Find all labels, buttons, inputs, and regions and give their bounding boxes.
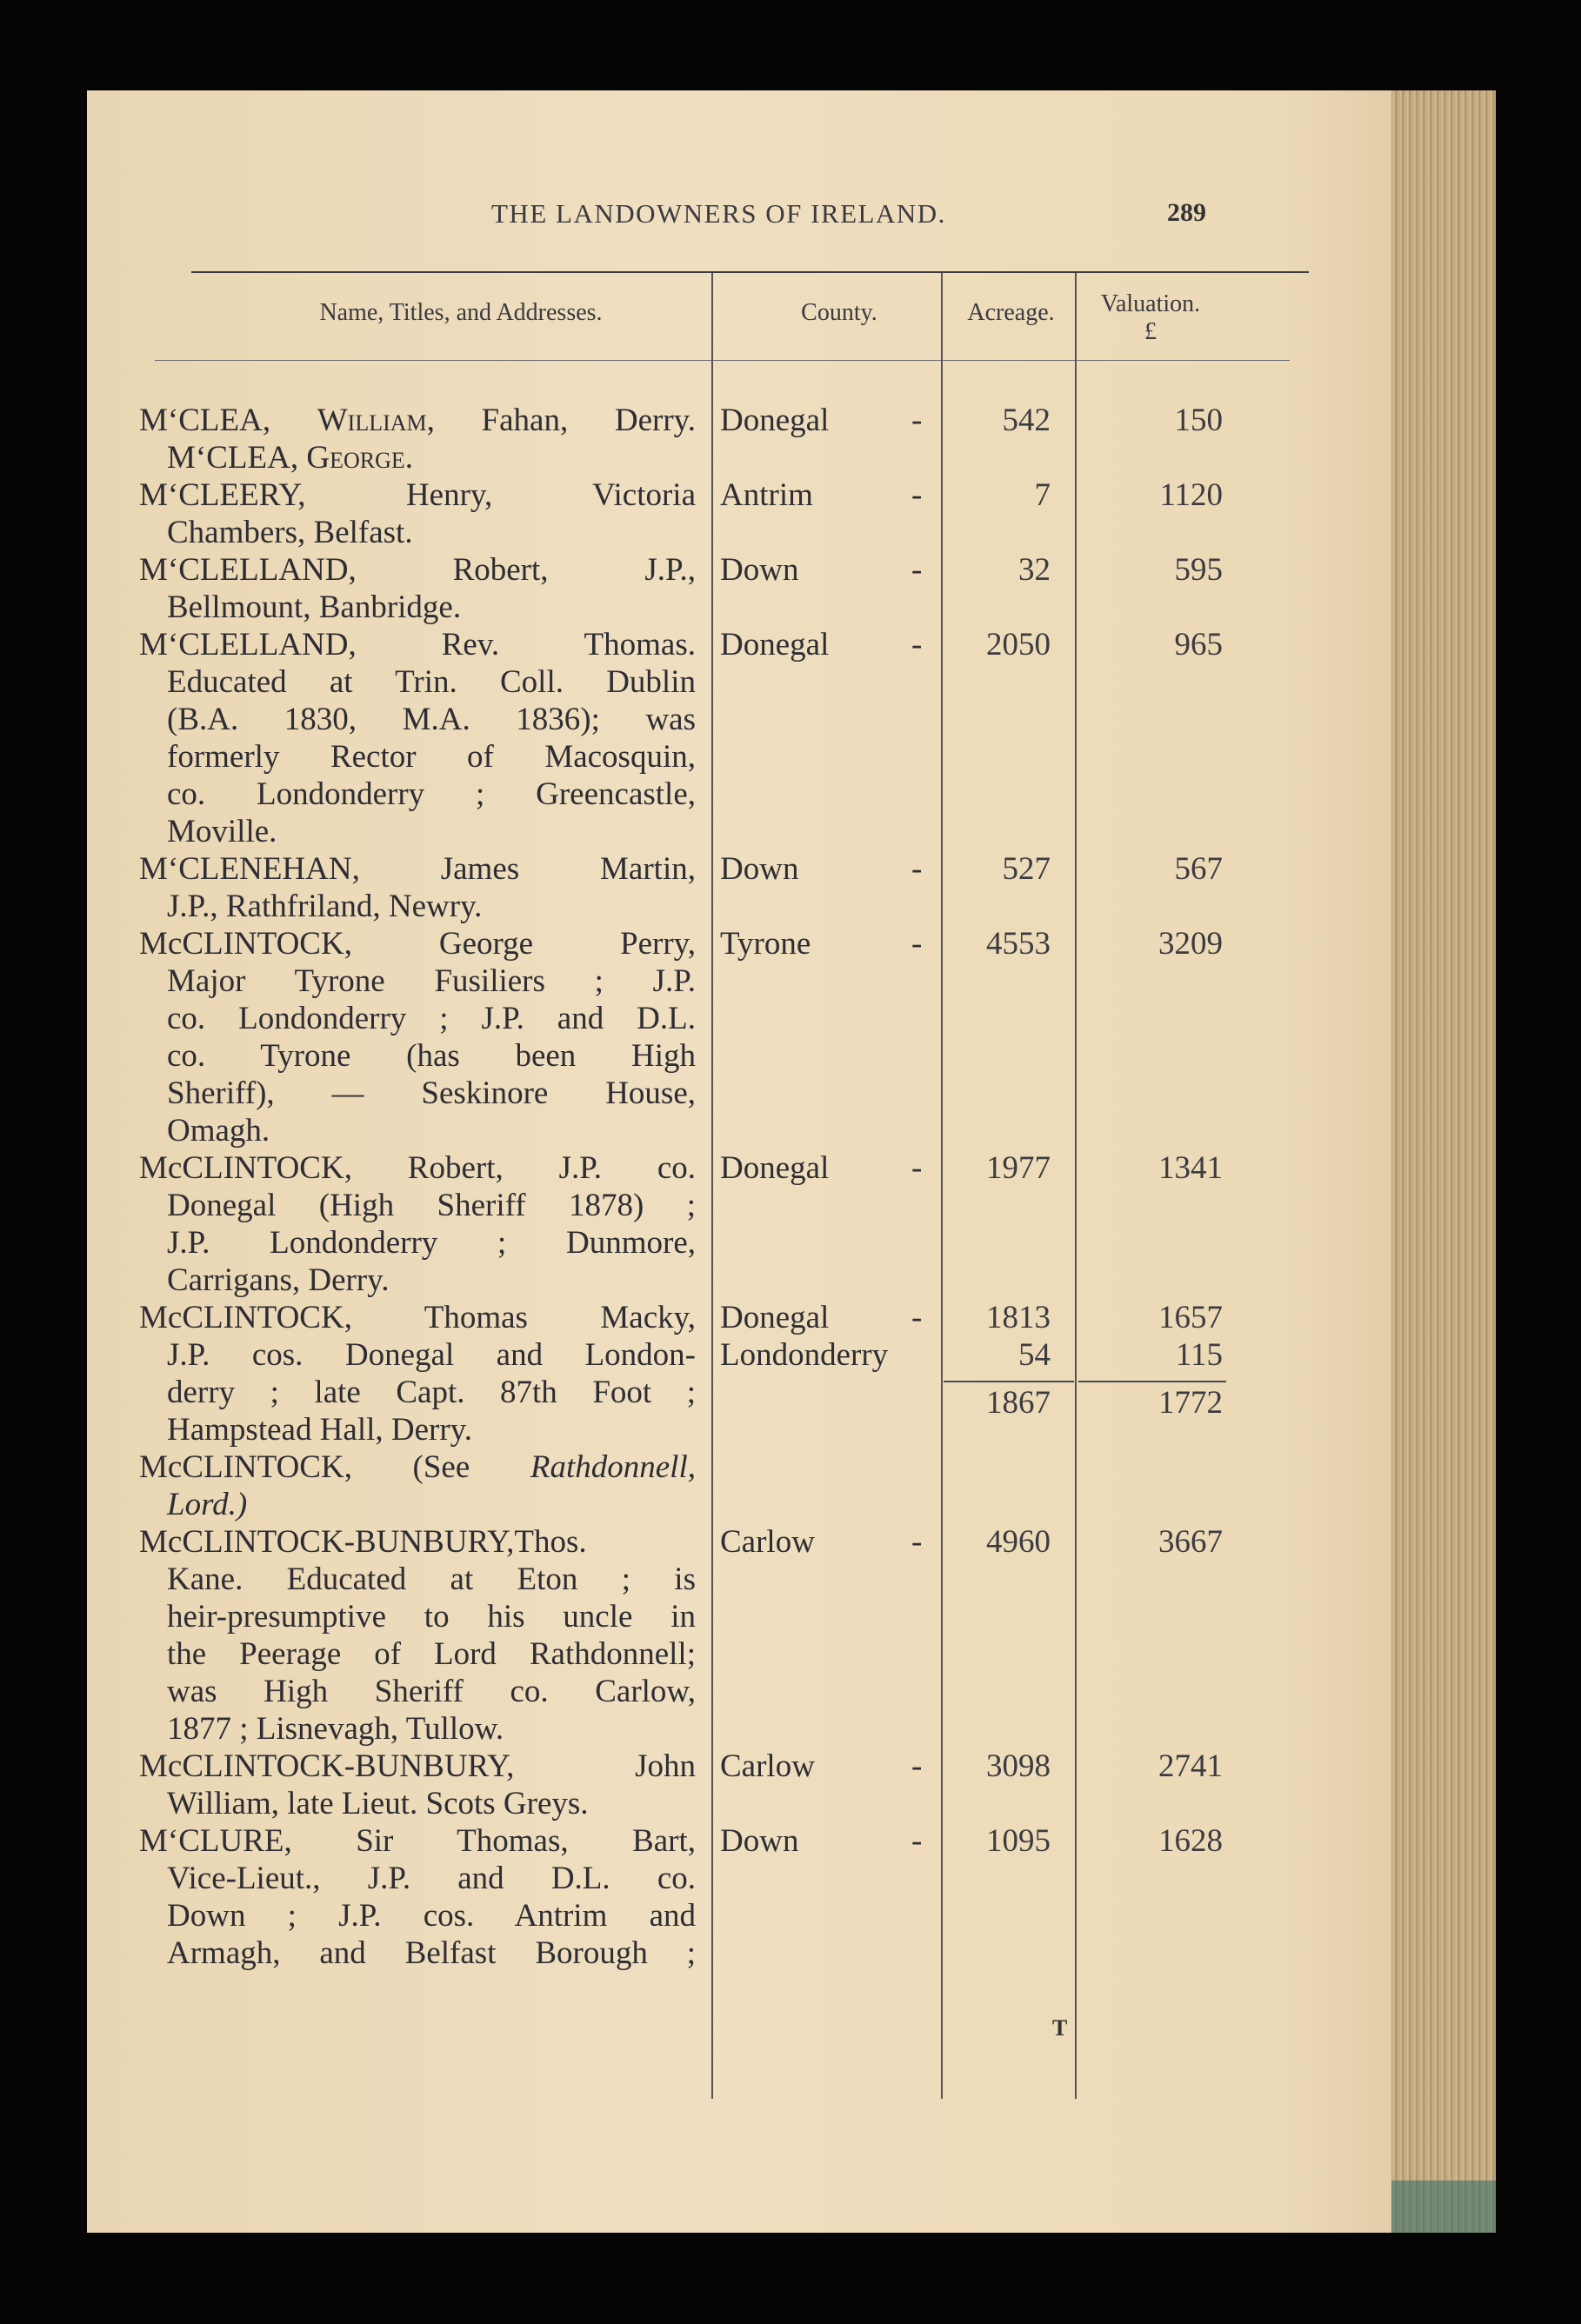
county-cell-second: Londonderry: [720, 1337, 889, 1373]
dash: -: [911, 403, 923, 438]
acreage-sum-rule: [944, 1381, 1074, 1382]
column-header-valuation-unit: £: [1144, 318, 1157, 345]
entry-line: co. Londonderry ; Greencastle,: [167, 776, 696, 812]
valuation-cell: 965: [1174, 627, 1223, 663]
page-edges: [1391, 90, 1496, 2233]
entry-mcclintock-see: [139, 1448, 696, 1523]
column-header-county: County.: [801, 299, 877, 326]
dash: -: [911, 926, 923, 962]
entry-line: Armagh, and Belfast Borough ;: [167, 1935, 696, 1971]
county-cell: Donegal: [720, 627, 830, 663]
county-cell: Donegal: [720, 1300, 830, 1335]
county-cell: Carlow: [720, 1748, 815, 1784]
entry-line: Educated at Trin. Coll. Dublin: [167, 664, 696, 700]
signature-mark: T: [1052, 2015, 1068, 2041]
acreage-cell: 1977: [986, 1150, 1051, 1186]
entry-mcleery: [139, 476, 696, 551]
entry-mclea: [139, 402, 696, 476]
entry-line: Lord.): [167, 1487, 248, 1522]
entry-line: co. Tyrone (has been High: [167, 1038, 696, 1074]
acreage-cell: 527: [1002, 851, 1051, 887]
entry-line: McCLINTOCK-BUNBURY,Thos.: [139, 1524, 587, 1560]
entry-line: M‘CLELLAND, Rev. Thomas.: [139, 627, 696, 663]
name-text: M‘CLEA,: [167, 440, 307, 476]
entry-line: Kane. Educated at Eton ; is: [167, 1562, 696, 1597]
dash: -: [911, 477, 923, 513]
acreage-cell: 1095: [986, 1823, 1051, 1859]
entry-line: M‘CLENEHAN, James Martin,: [139, 851, 696, 887]
acreage-cell: 4553: [986, 926, 1051, 962]
entry-line: heir-presumptive to his uncle in: [167, 1599, 696, 1635]
valuation-cell: 1657: [1158, 1300, 1223, 1335]
valuation-cell: 595: [1174, 552, 1223, 588]
dash: -: [911, 627, 923, 663]
column-header-name: Name, Titles, and Addresses.: [319, 299, 603, 326]
entry-mcclintock-bunbury-thos: [139, 1523, 696, 1748]
entry-line: Down ; J.P. cos. Antrim and: [167, 1898, 696, 1934]
xref-title: Rathdonnell,: [530, 1449, 696, 1485]
dash: -: [911, 1823, 923, 1859]
entry-mclenehan: [139, 850, 696, 925]
entry-mclure: [139, 1822, 696, 1972]
county-cell: Down: [720, 1823, 799, 1859]
entry-line: J.P. Londonderry ; Dunmore,: [167, 1225, 696, 1261]
entry-line: Sheriff), — Seskinore House,: [167, 1075, 696, 1111]
entry-line: William, late Lieut. Scots Greys.: [167, 1786, 589, 1821]
valuation-total: 1772: [1158, 1385, 1223, 1421]
county-cell: Down: [720, 552, 799, 588]
xref-prefix: McCLINTOCK, (See: [139, 1449, 530, 1485]
entry-line: [139, 402, 696, 439]
entry-line: formerly Rector of Macosquin,: [167, 739, 696, 775]
entry-line: McCLINTOCK, Thomas Macky,: [139, 1300, 696, 1335]
entry-line: Donegal (High Sheriff 1878) ;: [167, 1188, 696, 1223]
column-header-valuation: Valuation.: [1100, 290, 1201, 317]
entry-line: 1877 ; Lisnevagh, Tullow.: [167, 1711, 504, 1747]
name-rest: eorge: [330, 440, 405, 476]
acreage-cell-second: 54: [1018, 1337, 1051, 1373]
column-rule-1: [711, 273, 713, 2099]
page-edge-shade: [1391, 2181, 1496, 2233]
entry-mcclintock-robert: [139, 1149, 696, 1299]
dash: -: [911, 1524, 923, 1560]
valuation-cell: 1120: [1159, 477, 1223, 513]
running-head: THE LANDOWNERS OF IRELAND.: [491, 198, 946, 229]
entry-mcclintock-bunbury-john: [139, 1748, 696, 1822]
entry-line: [139, 439, 696, 476]
name-initial: W: [317, 403, 348, 438]
entry-line: Moville.: [167, 814, 277, 849]
valuation-sum-rule: [1078, 1381, 1226, 1382]
entry-line: J.P., Rathfriland, Newry.: [167, 889, 483, 924]
entry-line: derry ; late Capt. 87th Foot ;: [167, 1375, 696, 1410]
county-cell: Carlow: [720, 1524, 815, 1560]
acreage-cell: 7: [1034, 477, 1051, 513]
entry-line: McCLINTOCK-BUNBURY, John: [139, 1748, 696, 1784]
header-top-rule: [191, 271, 1309, 273]
entry-line: M‘CLELLAND, Robert, J.P.,: [139, 552, 696, 588]
entry-line: M‘CLURE, Sir Thomas, Bart,: [139, 1823, 696, 1859]
entry-mcclintock-thomas: [139, 1299, 696, 1448]
name-text: [306, 440, 404, 476]
entry-line: co. Londonderry ; J.P. and D.L.: [167, 1001, 696, 1036]
entry-mclelland-thomas: [139, 626, 696, 850]
entry-line: M‘CLEERY, Henry, Victoria: [139, 477, 696, 513]
entry-line: [139, 1448, 696, 1486]
acreage-cell: 4960: [986, 1524, 1051, 1560]
header-bottom-rule: [155, 360, 1290, 361]
entry-line: McCLINTOCK, George Perry,: [139, 926, 696, 962]
name-text: .: [404, 440, 413, 476]
entry-line: was High Sheriff co. Carlow,: [167, 1674, 696, 1709]
column-header-acreage: Acreage.: [967, 299, 1055, 326]
address-text: , Fahan, Derry.: [426, 403, 696, 438]
county-cell: Tyrone: [720, 926, 811, 962]
valuation-cell: 1628: [1158, 1823, 1223, 1859]
page-number: 289: [1167, 198, 1206, 227]
acreage-cell: 32: [1018, 552, 1051, 588]
acreage-total: 1867: [986, 1385, 1051, 1421]
book-page: [87, 90, 1496, 2233]
dash: -: [911, 552, 923, 588]
xref-text: [139, 1449, 696, 1485]
dash: -: [911, 1150, 923, 1186]
valuation-cell-second: 115: [1175, 1337, 1223, 1373]
name-text: [317, 403, 427, 438]
name-initial: G: [306, 440, 330, 476]
dash: -: [911, 851, 923, 887]
entry-line: McCLINTOCK, Robert, J.P. co.: [139, 1150, 696, 1186]
entry-line: Hampstead Hall, Derry.: [167, 1412, 473, 1448]
valuation-cell: 567: [1174, 851, 1223, 887]
county-cell: Down: [720, 851, 799, 887]
entry-line: J.P. cos. Donegal and London-: [167, 1337, 696, 1373]
acreage-cell: 1813: [986, 1300, 1051, 1335]
valuation-cell: 1341: [1158, 1150, 1223, 1186]
entry-line: Major Tyrone Fusiliers ; J.P.: [167, 963, 696, 999]
entry-line: Omagh.: [167, 1113, 270, 1149]
entry-line: Bellmount, Banbridge.: [167, 589, 462, 625]
valuation-cell: 3667: [1158, 1524, 1223, 1560]
valuation-cell: 3209: [1158, 926, 1223, 962]
name-rest: illiam: [347, 403, 427, 438]
valuation-cell: 2741: [1158, 1748, 1223, 1784]
entry-line: Vice-Lieut., J.P. and D.L. co.: [167, 1861, 696, 1896]
county-cell: Donegal: [720, 403, 830, 438]
county-cell: Antrim: [720, 477, 813, 513]
acreage-cell: 2050: [986, 627, 1051, 663]
name-text: M‘CLEA,: [139, 403, 317, 438]
entry-line: Chambers, Belfast.: [167, 515, 413, 550]
entry-line: Carrigans, Derry.: [167, 1262, 390, 1298]
entry-mclelland-robert: [139, 551, 696, 626]
dash: -: [911, 1300, 923, 1335]
acreage-cell: 3098: [986, 1748, 1051, 1784]
valuation-cell: 150: [1174, 403, 1223, 438]
acreage-cell: 542: [1002, 403, 1051, 438]
entry-mcclintock-george: [139, 925, 696, 1149]
dash: -: [911, 1748, 923, 1784]
entry-line: (B.A. 1830, M.A. 1836); was: [167, 702, 696, 737]
entry-line: the Peerage of Lord Rathdonnell;: [167, 1636, 696, 1672]
county-cell: Donegal: [720, 1150, 830, 1186]
